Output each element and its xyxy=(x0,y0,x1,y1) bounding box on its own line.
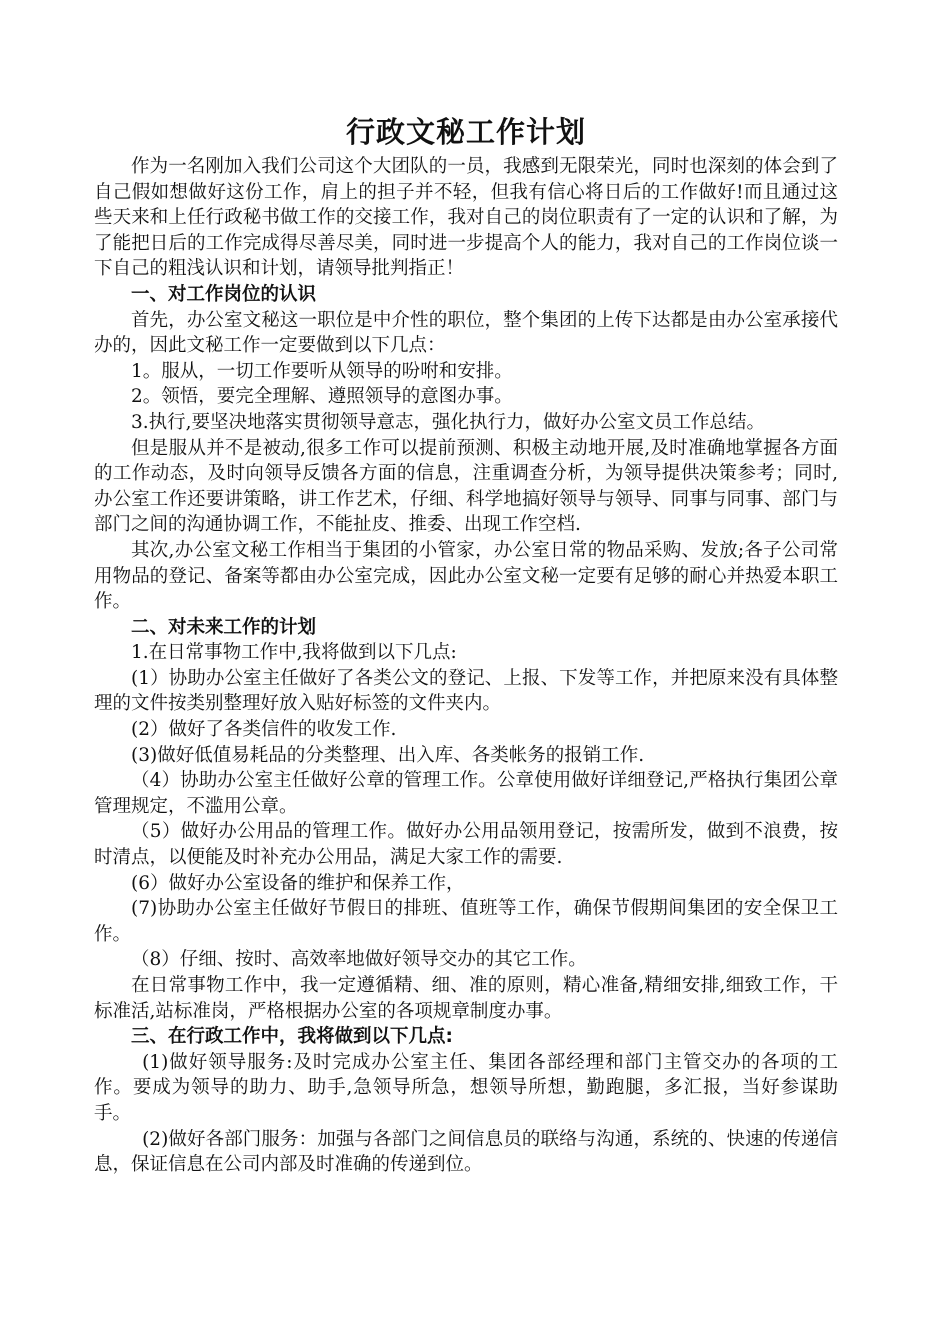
section2-item: （8）仔细、按时、高效率地做好领导交办的其它工作。 xyxy=(131,949,587,971)
section1-paragraph: 但是服从并不是被动,很多工作可以提前预测、积极主动地开展,及时准确地掌握各方面的工作动态，及时向领导反馈各方面的信息，注重调查分析，为领导提供决策参考；同时,办公室工作还要讲策略，讲工作艺术，仔细、科学地搞好领导与领导、同事与同事、部门与部门之间的沟通协调工作，不能扯皮、推委、出现工作空档. xyxy=(94,437,838,536)
section2-paragraph: 在日常事物工作中，我一定遵循精、细、准的原则，精心准备,精细安排,细致工作，干标准活,站标准岗，严格根据办公室的各项规章制度办事。 xyxy=(94,975,838,1022)
document-title: 行政文秘工作计划 xyxy=(345,115,586,149)
section3-item: (2)做好各部门服务：加强与各部门之间信息员的联络与沟通，系统的、快速的传递信息，保证信息在公司内部及时准确的传递到位。 xyxy=(94,1128,838,1176)
section2-item: (3)做好低值易耗品的分类整理、出入库、各类帐务的报销工作. xyxy=(131,744,645,766)
section1-paragraph: 其次,办公室文秘工作相当于集团的小管家，办公室日常的物品采购、发放;各子公司常用物品的登记、备案等都由办公室完成，因此办公室文秘一定要有足够的耐心并热爱本职工作。 xyxy=(94,539,838,613)
section2-heading: 二、对未来工作的计划 xyxy=(131,616,317,638)
section2-item: (6）做好办公室设备的维护和保养工作， xyxy=(131,872,465,894)
intro-paragraph: 作为一名刚加入我们公司这个大团队的一员，我感到无限荣光，同时也深刻的体会到了自己假如想做好这份工作，肩上的担子并不轻，但我有信心将日后的工作做好!而且通过这些天来和上任行政秘书做工作的交接工作，我对自己的岗位职责有了一定的认识和了解，为了能把日后的工作完成得尽善尽美，同时进一步提高个人的能力，我对自己的工作岗位谈一下自己的粗浅认识和计划，请领导批判指正！ xyxy=(94,156,838,280)
section2-item: (2）做好了各类信件的收发工作. xyxy=(131,719,397,741)
section1-item: 2。领悟，要完全理解、遵照领导的意图办事。 xyxy=(131,386,513,408)
section2-item: (1）协助办公室主任做好了各类公文的登记、上报、下发等工作，并把原来没有具体整理的文件按类别整理好放入贴好标签的文件夹内。 xyxy=(94,667,838,715)
section1-paragraph: 首先，办公室文秘这一职位是中介性的职位，整个集团的上传下达都是由办公室承接代办的，因此文秘工作一定要做到以下几点： xyxy=(94,309,838,357)
section1-item: 1。服从，一切工作要听从领导的吩咐和安排。 xyxy=(131,360,513,382)
section2-item: （5）做好办公用品的管理工作。做好办公用品领用登记，按需所发，做到不浪费，按时清点，以便能及时补充办公用品，满足大家工作的需要. xyxy=(94,821,838,869)
section2-item: (7)协助办公室主任做好节假日的排班、值班等工作，确保节假期间集团的安全保卫工作。 xyxy=(94,898,838,945)
section2-item: （4）协助办公室主任做好公章的管理工作。公章使用做好详细登记,严格执行集团公章管理规定，不滥用公章。 xyxy=(94,770,838,817)
section2-paragraph: 1.在日常事物工作中,我将做到以下几点: xyxy=(131,642,457,664)
section3-heading: 三、在行政工作中，我将做到以下几点: xyxy=(131,1026,453,1048)
document-page xyxy=(94,112,838,1178)
section1-heading: 一、对工作岗位的认识 xyxy=(131,283,317,305)
section3-item: (1)做好领导服务:及时完成办公室主任、集团各部经理和部门主管交办的各项的工作。要成为领导的助力、助手,急领导所急，想领导所想，勤跑腿，多汇报，当好参谋助手。 xyxy=(94,1051,838,1124)
section1-item: 3.执行,要坚决地落实贯彻领导意志，强化执行力，做好办公室文员工作总结。 xyxy=(131,411,766,433)
